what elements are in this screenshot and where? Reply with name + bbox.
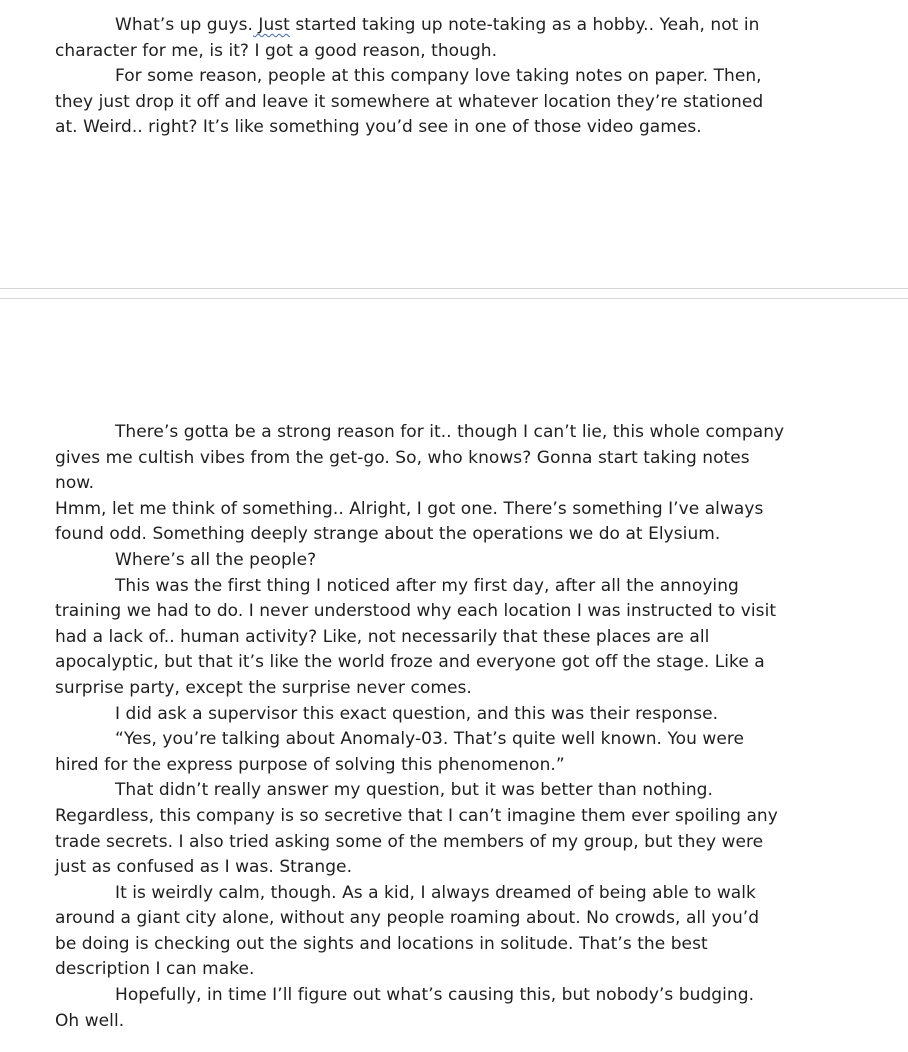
page-1-text[interactable] [55, 13, 855, 141]
document-page-1[interactable] [0, 0, 908, 288]
paragraph-4[interactable]: Hmm, let me think of something.. Alright, I got one. There’s something I’ve always found odd. Something deeply strange about the operations we do at Elysium. [55, 498, 764, 545]
document-page-2[interactable] [0, 300, 908, 1052]
paragraph-10[interactable]: It is weirdly calm, though. As a kid, I always dreamed of being able to walk around a giant city alone, without any people roaming about. No crowds, all you’d be doing is checking out the sights and locations in solitude. That’s the best description I can make. [55, 882, 760, 980]
paragraph-7[interactable]: I did ask a supervisor this exact question, and this was their response. [115, 703, 719, 724]
paragraph-5[interactable]: Where’s all the people? [115, 549, 317, 570]
page-2-text[interactable] [55, 420, 855, 1034]
paragraph-8[interactable]: “Yes, you’re talking about Anomaly-03. That’s quite well known. You were hired for the express purpose of solving this phenomenon.” [55, 729, 744, 775]
paragraph-2[interactable]: For some reason, people at this company love taking notes on paper. Then, they just drop it off and leave it somewhere at whatever location they’re stationed at. Weird.. right? It’s like something you’d see in one of those video games. [55, 66, 764, 138]
paragraph-6[interactable]: This was the first thing I noticed after my first day, after all the annoying training we had to do. I never understood why each location I was instructed to visit had a lack of.. human activity? Like, not necessarily that these places are all apocalyptic, but that it’s like the world froze and everyone got off the stage. Like a surprise party, except the surprise never comes. [55, 575, 777, 698]
paragraph-9[interactable]: That didn’t really answer my question, but it was better than nothing. Regardless, this company is so secretive that I can’t imagine them ever spoiling any trade secrets. I also tried asking some of the members of my group, but they were just as confused as I was. Strange. [55, 780, 778, 878]
paragraph-1-start: What’s up guys. [115, 15, 253, 35]
paragraph-11[interactable]: Hopefully, in time I’ll figure out what’s causing this, but nobody’s budging. Oh well. [55, 985, 755, 1031]
paragraph-3[interactable]: There’s gotta be a strong reason for it.. though I can’t lie, this whole company gives me cultish vibes from the get-go. So, who knows? Gonna start taking notes now. [55, 422, 785, 494]
page-break-separator [0, 288, 908, 299]
spellcheck-flagged-word[interactable]: Just [252, 15, 290, 35]
paragraph-1[interactable] [55, 13, 855, 64]
paragraph-1-rest: started taking up note-taking as a hobby.. Yeah, not in character for me, is it? I got a good reason, though. [55, 15, 760, 61]
